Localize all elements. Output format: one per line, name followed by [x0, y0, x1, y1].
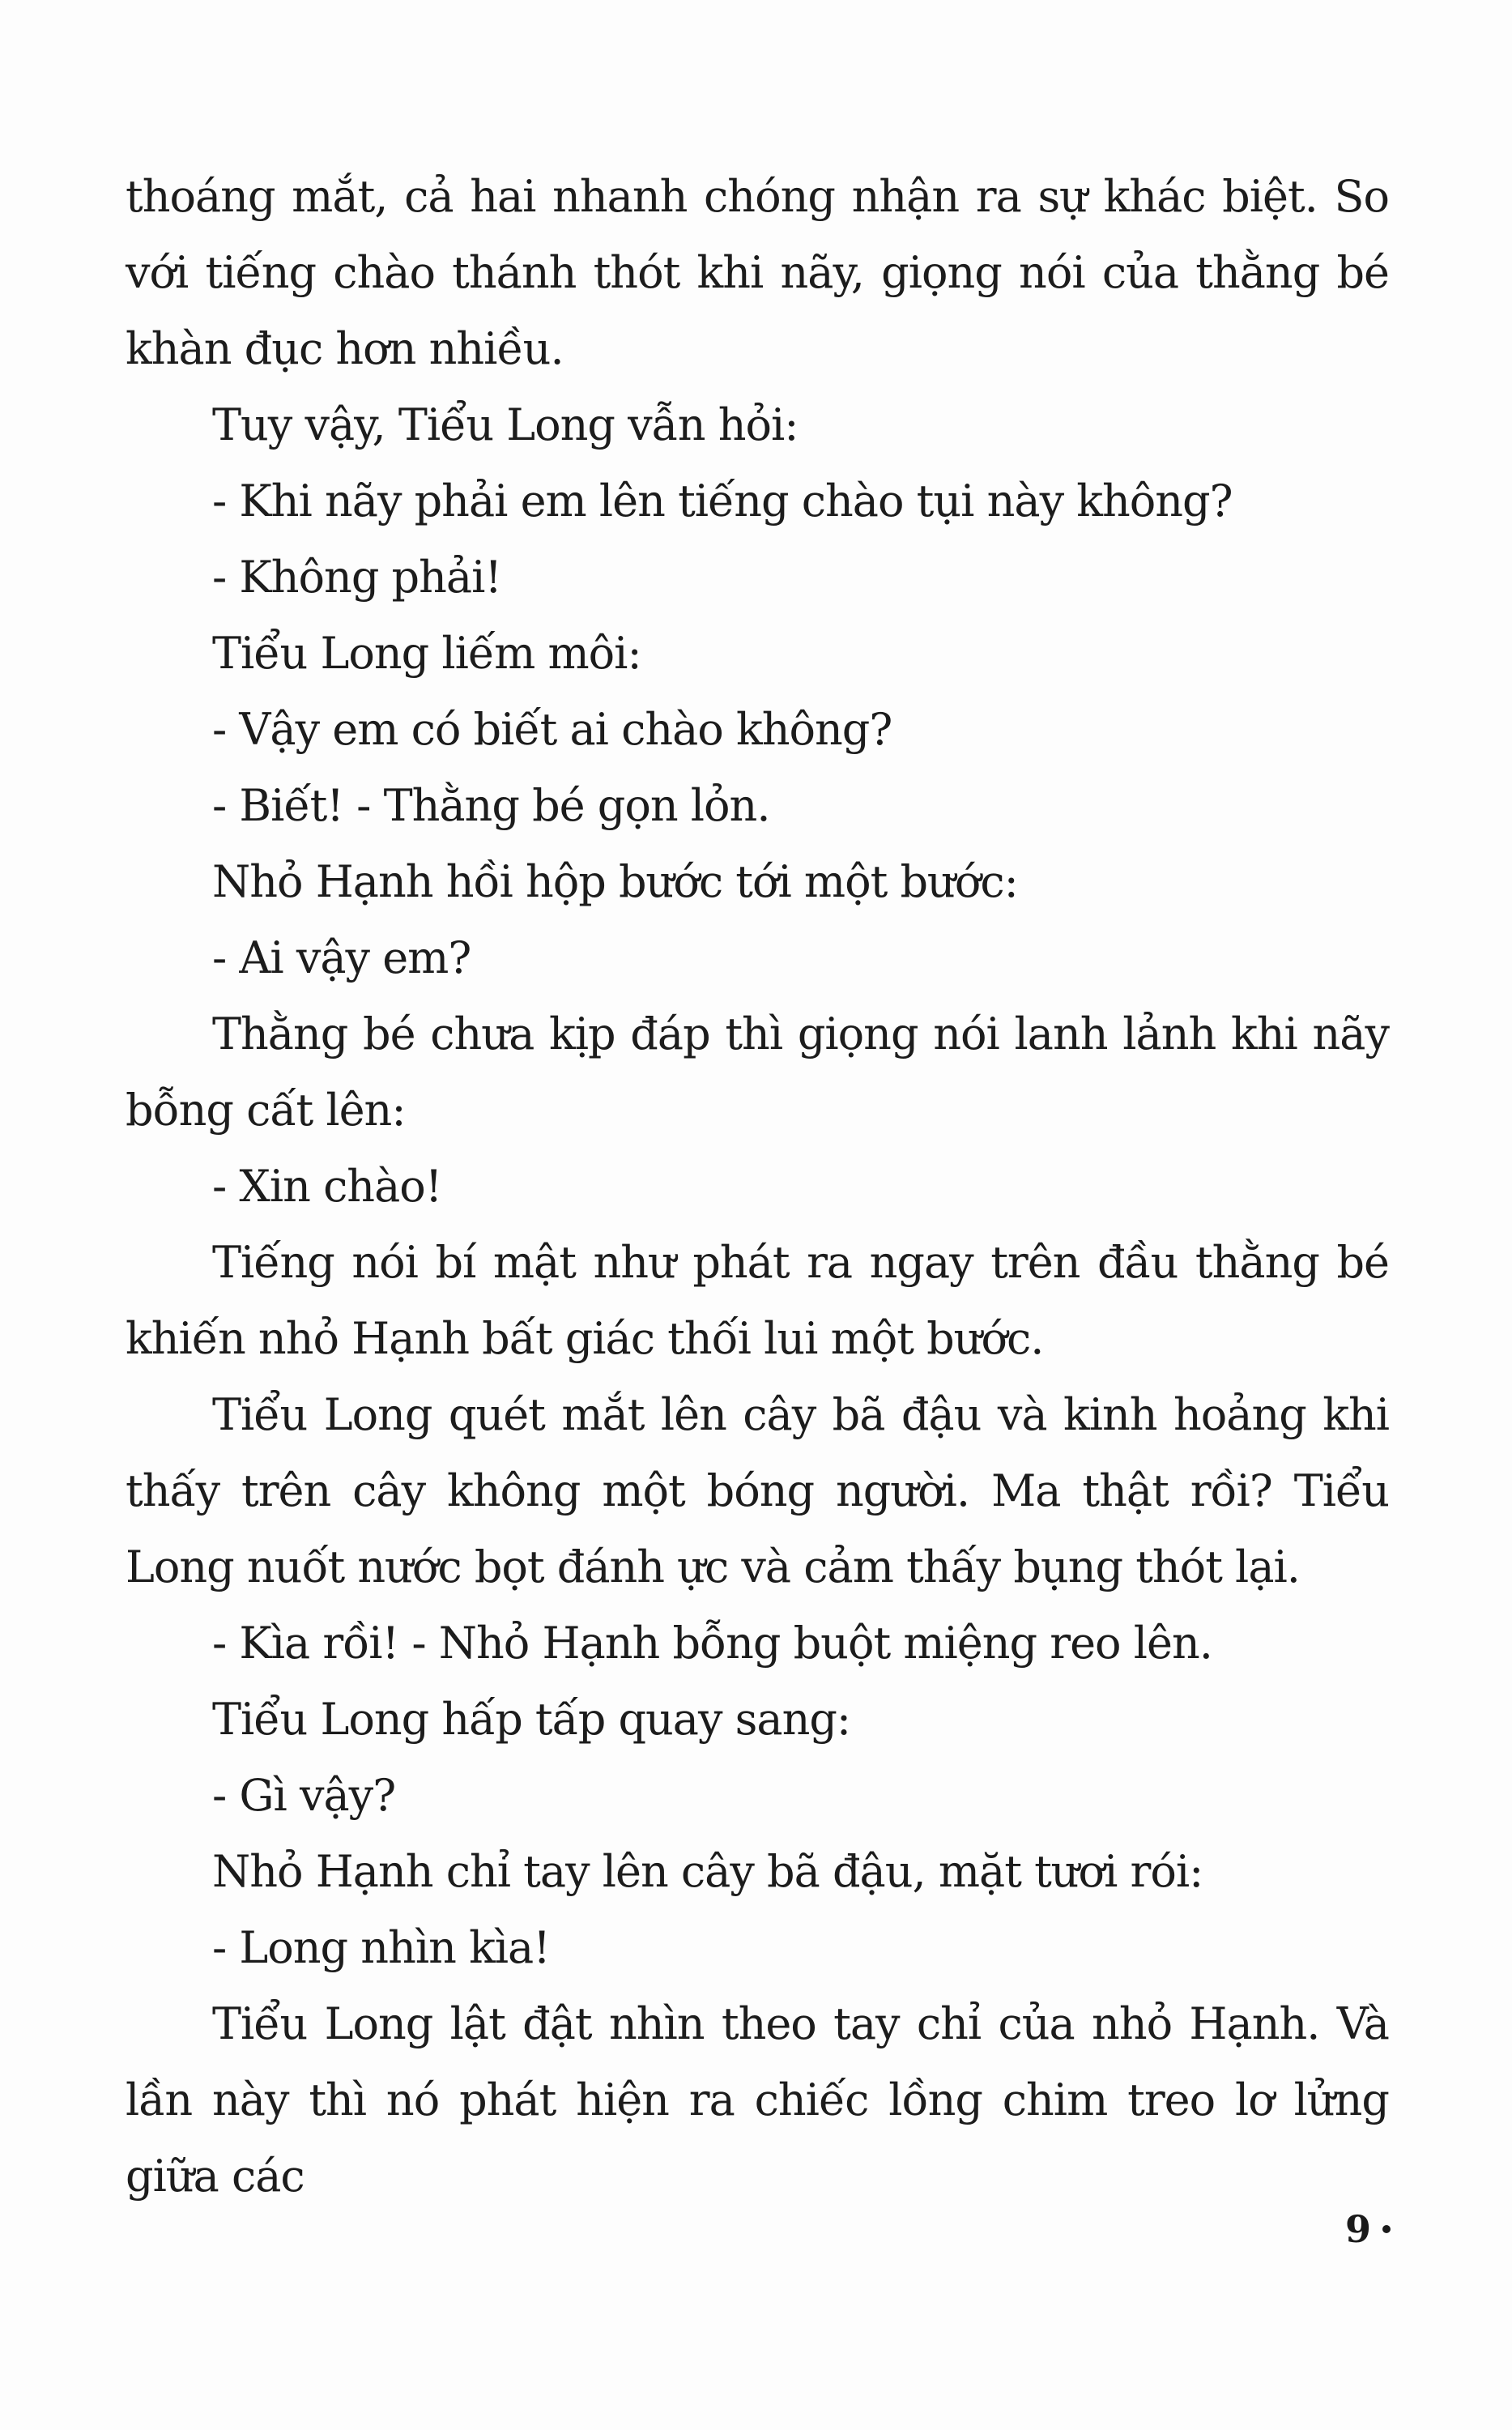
- dialogue-line: - Biết! - Thằng bé gọn lỏn.: [212, 780, 770, 831]
- paragraph: Nhỏ Hạnh hồi hộp bước tới một bước:: [212, 856, 1018, 907]
- dialogue-line: - Khi nãy phải em lên tiếng chào tụi này không?: [212, 475, 1233, 526]
- paragraph: Tiểu Long liếm môi:: [212, 628, 641, 679]
- dialogue-line: - Không phải!: [212, 552, 502, 603]
- paragraph: Tiểu Long hấp tấp quay sang:: [212, 1694, 851, 1745]
- page-number-label: 9: [1344, 2207, 1371, 2251]
- dialogue-line: - Gì vậy?: [212, 1770, 396, 1821]
- dialogue-line: - Xin chào!: [212, 1161, 442, 1212]
- dialogue-line: - Kìa rồi! - Nhỏ Hạnh bỗng buột miệng reo lên.: [212, 1618, 1212, 1669]
- page-number: [1345, 2207, 1391, 2251]
- paragraph: Tuy vậy, Tiểu Long vẫn hỏi:: [212, 399, 799, 450]
- dialogue-line: - Ai vậy em?: [212, 932, 471, 983]
- paragraph: Thằng bé chưa kịp đáp thì giọng nói lanh lảnh khi nãy bỗng cất lên:: [126, 1008, 1389, 1136]
- paragraph-continuation: thoáng mắt, cả hai nhanh chóng nhận ra sự khác biệt. So với tiếng chào thánh thót khi nãy, giọng nói của thằng bé khàn đục hơn nhiều.: [126, 171, 1389, 374]
- bullet-dot-icon: [1382, 2225, 1391, 2233]
- body-text: [126, 159, 1389, 2215]
- paragraph: Tiếng nói bí mật như phát ra ngay trên đầu thằng bé khiến nhỏ Hạnh bất giác thối lui một bước.: [126, 1237, 1389, 1364]
- paragraph: Tiểu Long lật đật nhìn theo tay chỉ của nhỏ Hạnh. Và lần này thì nó phát hiện ra chiếc lồng chim treo lơ lửng giữa các: [126, 1998, 1389, 2202]
- paragraph: Tiểu Long quét mắt lên cây bã đậu và kinh hoảng khi thấy trên cây không một bóng người. Ma thật rồi? Tiểu Long nuốt nước bọt đánh ực và cảm thấy bụng thót lại.: [126, 1389, 1389, 1592]
- dialogue-line: - Vậy em có biết ai chào không?: [212, 704, 892, 755]
- dialogue-line: - Long nhìn kìa!: [212, 1922, 550, 1973]
- paragraph: Nhỏ Hạnh chỉ tay lên cây bã đậu, mặt tươi rói:: [212, 1846, 1203, 1897]
